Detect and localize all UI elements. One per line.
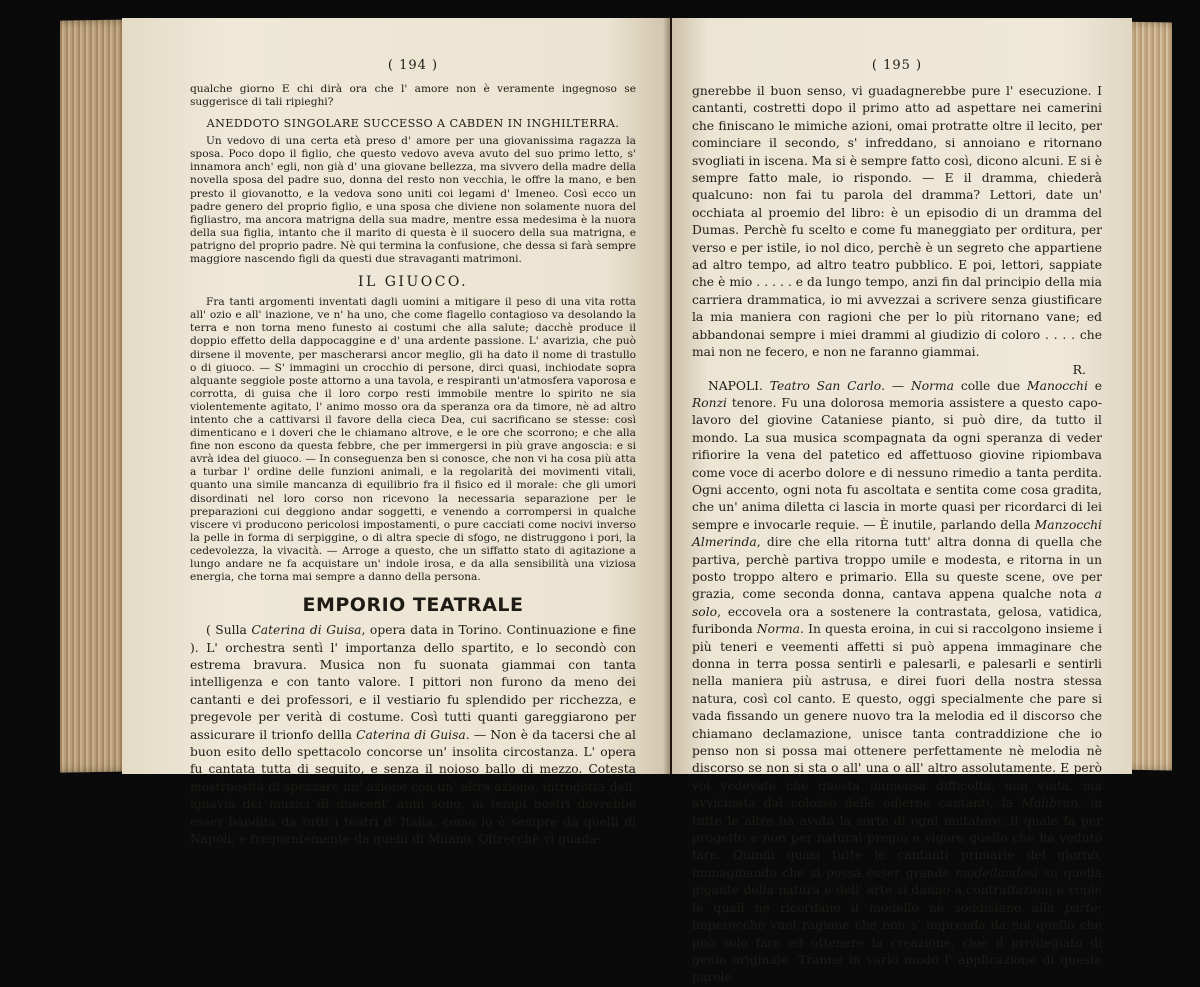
intro-paragraph: qualche giorno E chi dirà ora che l' amore non è veramente ingegnoso se suggerisce di tali ripieghi? bbox=[190, 83, 636, 109]
giuoco-paragraph: Fra tanti argomenti inventati dagli uomini a mitigare il peso di una vita rotta all' ozio e all' inazione, ve n' ha uno, che come flagello contagioso va desolando la terra e non torna meno funesto ai costumi che alla salute; dacchè produce il doppio effetto della dappocaggine e d' una ardente passione. L' avarizia, che può dirsene il movente, per mascherarsi ancor meglio, gli ha dato il nome di trastullo o di giuoco. — S' immagini un crocchio di persone, dirci quasi, inchiodate sopra alquante seggiole poste attorno a una tavola, e respiranti un'atmosfera vaporosa e corrotta, di guisa che il loro corpo resti immobile mentre lo spirito ne sia violentemente agitato, l' animo mosso ora da speranza ora da timore, nè ad altro intento che a cattivarsi il favore della cieca Dea, cui sacrificano se stesse: così dimenticano e i doveri che le chiamano altrove, e le ore che scorrono; e che alla fine non escono da questa febbre, che per immergersi in più grave angoscia: e si avrà idea del giuoco. — In conseguenza ben si conosce, che non vi ha cosa più atta a turbar l' ordine delle funzioni animali, e la regolarità dei movimenti vitali, quanto una simile mancanza di equilibrio fra il fisico ed il morale: che gli umori disordinati nel loro corso non ricevono la necessaria separazione per le preparazioni cui deggiono andar soggetti, e venendo a corrompersi in qualche viscere vi producono pericolosi impostamenti, o pure cacciati come nocivi inverso la pelle in forma di serpiggine, o di altra specie di sfogo, ne distruggono i pori, la cedevolezza, la vivacità. — Arroge a questo, che un siffatto stato di agitazione a lungo andare ne fa acquistare un' indole irosa, e da alla sensibilità una viziosa energia, che torna mai sempre a danno della persona. bbox=[190, 296, 636, 584]
napoli-italic: Norma bbox=[756, 622, 800, 637]
emporio-heading: EMPORIO TEATRALE bbox=[302, 594, 524, 617]
right-page bbox=[672, 18, 1132, 985]
emporio-paragraph bbox=[190, 622, 636, 848]
book-spread bbox=[60, 14, 1172, 985]
page-number-right: ( 195 ) bbox=[871, 58, 923, 73]
emporio-text: . — Non è da tacersi che al buon esito dello spettacolo concorse un' insolita circostanza. L' opera fu cantata tutta di seguito, e senza il noioso ballo di mezzo. Cotesta mostruosità di spezzare un' azione con un' altra azione, introdotta dall' ignavia dei musici di duecent' anni sono, ai tempi nostri dovrebbe esser bandita da tutti i teatri d' Italia, come lo è sempre da quelli di Napoli, e frequentemente da quelli di Milano. Oltrecchè vi guada- bbox=[190, 727, 636, 847]
napoli-text: e bbox=[1087, 378, 1102, 393]
napoli-text: , in tutte le altre ha avuta la sorte di ogni imitatore, il quale fa per progetto e non per natural pregio e vigore quello che ha veduto fare. Quindi quasi tutte le cantanti primarie del giorno, immaginando che si possa esser grande bbox=[692, 796, 1103, 880]
napoli-text: tenore. Fu una dolorosa memoria assistere a questo capo-lavoro del giovine Cataniese pianto, si può dire, da tutto il mondo. La sua musica scompagnata da ogni speranza di veder rifiorire la vena del patetico ed affettuoso giovine ripiombava come voce di acerbo dolore e di nessuno rimedio a tanta perdita. Ogni accento, ogni nota fu ascoltata e sentita come cosa gradita, che un' anima diletta ci lascia in morte quasi per ricordarci di lei sempre e invocarle requie. — È inutile, parlando della bbox=[692, 395, 1102, 532]
napoli-italic: Norma bbox=[910, 378, 955, 393]
napoli-text: colle due bbox=[954, 378, 1028, 393]
napoli-italic: a solo bbox=[692, 587, 1102, 619]
napoli-text: , eccovela ora a sostenere la contrastata, gelosa, vatidica, furibonda bbox=[692, 604, 1102, 637]
emporio-italic: Caterina di Guisa bbox=[356, 727, 466, 742]
napoli-italic: parte bbox=[1064, 900, 1098, 915]
napoli-text: su quella gigante della natura e dell' arte si danno a contraffazioni e copie le quali nè ricordano il modello nè soddisfano alla bbox=[692, 865, 1102, 915]
napoli-italic: Manocchi bbox=[1027, 378, 1088, 393]
napoli-text: , dire che ella ritorna tutt' altra donna di quella che partiva, perchè partiva troppo umile e modesta, e ritorna in un posto troppo altero e primario. Ella su queste scene, ove per grazia, come seconda donna, cantava appena qualche nota bbox=[692, 535, 1102, 602]
emporio-text: ( Sulla bbox=[206, 623, 252, 638]
aneddoto-heading: ANEDDOTO SINGOLARE SUCCESSO A CABDEN IN INGHILTERRA. bbox=[206, 117, 620, 131]
napoli-italic: Teatro San Carlo bbox=[769, 378, 882, 393]
emporio-italic: Caterina di Guisa bbox=[251, 623, 362, 638]
giuoco-heading: IL GIUOCO. bbox=[357, 274, 469, 291]
page-number-left: ( 194 ) bbox=[387, 58, 439, 73]
napoli-text: ; imperocchè vuol ragione che non s' imprenda da noi quello che può solo fare ed ottenere la creazione, cioè il privilegiato di genio originale. Tranne in vario modo l' applicazione di queste parole bbox=[692, 900, 1102, 985]
continuation-paragraph: gnerebbe il buon senso, vi guadagnerebbe pure l' esecuzione. I cantanti, costretti dopo il primo atto ad aspettare nei camerini che finiscano le mimiche azioni, omai protratte oltre il lecito, per cominciare il secondo, s' infreddano, si annoiano e ritornano svogliati in iscena. Ma si è sempre fatto così, dicono alcuni. E si è sempre fatto male, io rispondo. — E il dramma, chiederà qualcuno: non fai tu parola del dramma? Lettori, date un' occhiata al proemio del libro: è un episodio di un dramma del Dumas. Perchè fu scelto e come fu maneggiato per orditura, per verso e per istile, io nol dico, perchè è un segreto che appartiene ad altro tempo, ad altro teatro pubblico. E poi, lettori, sappiate che è mio . . . . . e da lungo tempo, anzi fin dal principio della mia carriera drammatica, io mi avvezzai a scrivere senza giustificare la mia maniera con ragioni che per lo più ritornano vane; ed abbandonai sempre i miei drammi al giudizio di coloro . . . . che mai non ne fecero, e non ne faranno giammai. bbox=[692, 84, 1102, 360]
left-page bbox=[122, 18, 670, 847]
napoli-text: . In questa eroina, in cui si raccolgono insieme i più teneri e veementi affetti si può appena immaginare che donna in terra possa sentirli e palesarli, e palesarli e sentirli nella maniera più astrusa, e direi fuori della nostra stessa natura, così col canto. E questo, oggi specialmente che pare si vada fissando un genere nuovo tra la melodia ed il discorso che chiamano declamazione, unisce tanta contraddizione che io penso non si possa mai ottenere perfettamente nè melodia nè discorso se non si sta o all' una o all' altro assolutamente. E però voi vedevate che questa immensa difficoltà, non vinta, ma avvicinata dal colosso delle odierne cantanti, la bbox=[692, 622, 1103, 811]
napoli-italic: modellandosi bbox=[955, 865, 1039, 880]
aneddoto-paragraph: Un vedovo di una certa età preso d' amore per una giovanissima ragazza la sposa. Poco dopo il figlio, che questo vedovo aveva avuto del suo primo letto, s' innamora anch' egli, non già d' una giovane bellezza, ma sivvero della madre della novella sposa del padre suo, donna del resto non vecchia, le offre la mano, e ben presto il giovanotto, e la vedova sono uniti coi legami d' Imeneo. Così ecco un padre genero del proprio figlio, e una sposa che diviene non solamente nuora del figliastro, ma ancora matrigna della sua madre, mentre essa medesima è la nuora della sua figlia, intanto che il marito di questa è il suocero della sua matrigna, e patrigno del proprio padre. Nè qui termina la confusione, che dessa si farà sempre maggiore nascendo figli da questi due stravaganti matrimoni. bbox=[190, 135, 636, 266]
emporio-text: , opera data in Torino. Continuazione e fine ). L' orchestra sentì l' importanza dello spartito, e lo secondò con estrema bravura. Musica non fu suonata giammai con tanta intelligenza e con tanto valore. I pittori non furono da meno dei cantanti e dei professori, e il vestiario fu splendido per ricchezza, e pregevole per verità di costume. Così tutti quanti gareggiarono per assicurare il trionfo dellla bbox=[190, 623, 636, 742]
napoli-italic: Ronzi bbox=[692, 395, 727, 410]
napoli-italic: Malibran bbox=[1021, 796, 1079, 811]
napoli-italic: Manzocchi Almerinda bbox=[692, 517, 1102, 550]
napoli-text: . — bbox=[881, 378, 911, 393]
signature: R. bbox=[1072, 361, 1086, 377]
napoli-text: NAPOLI. bbox=[708, 378, 770, 393]
napoli-paragraph bbox=[692, 378, 1102, 987]
